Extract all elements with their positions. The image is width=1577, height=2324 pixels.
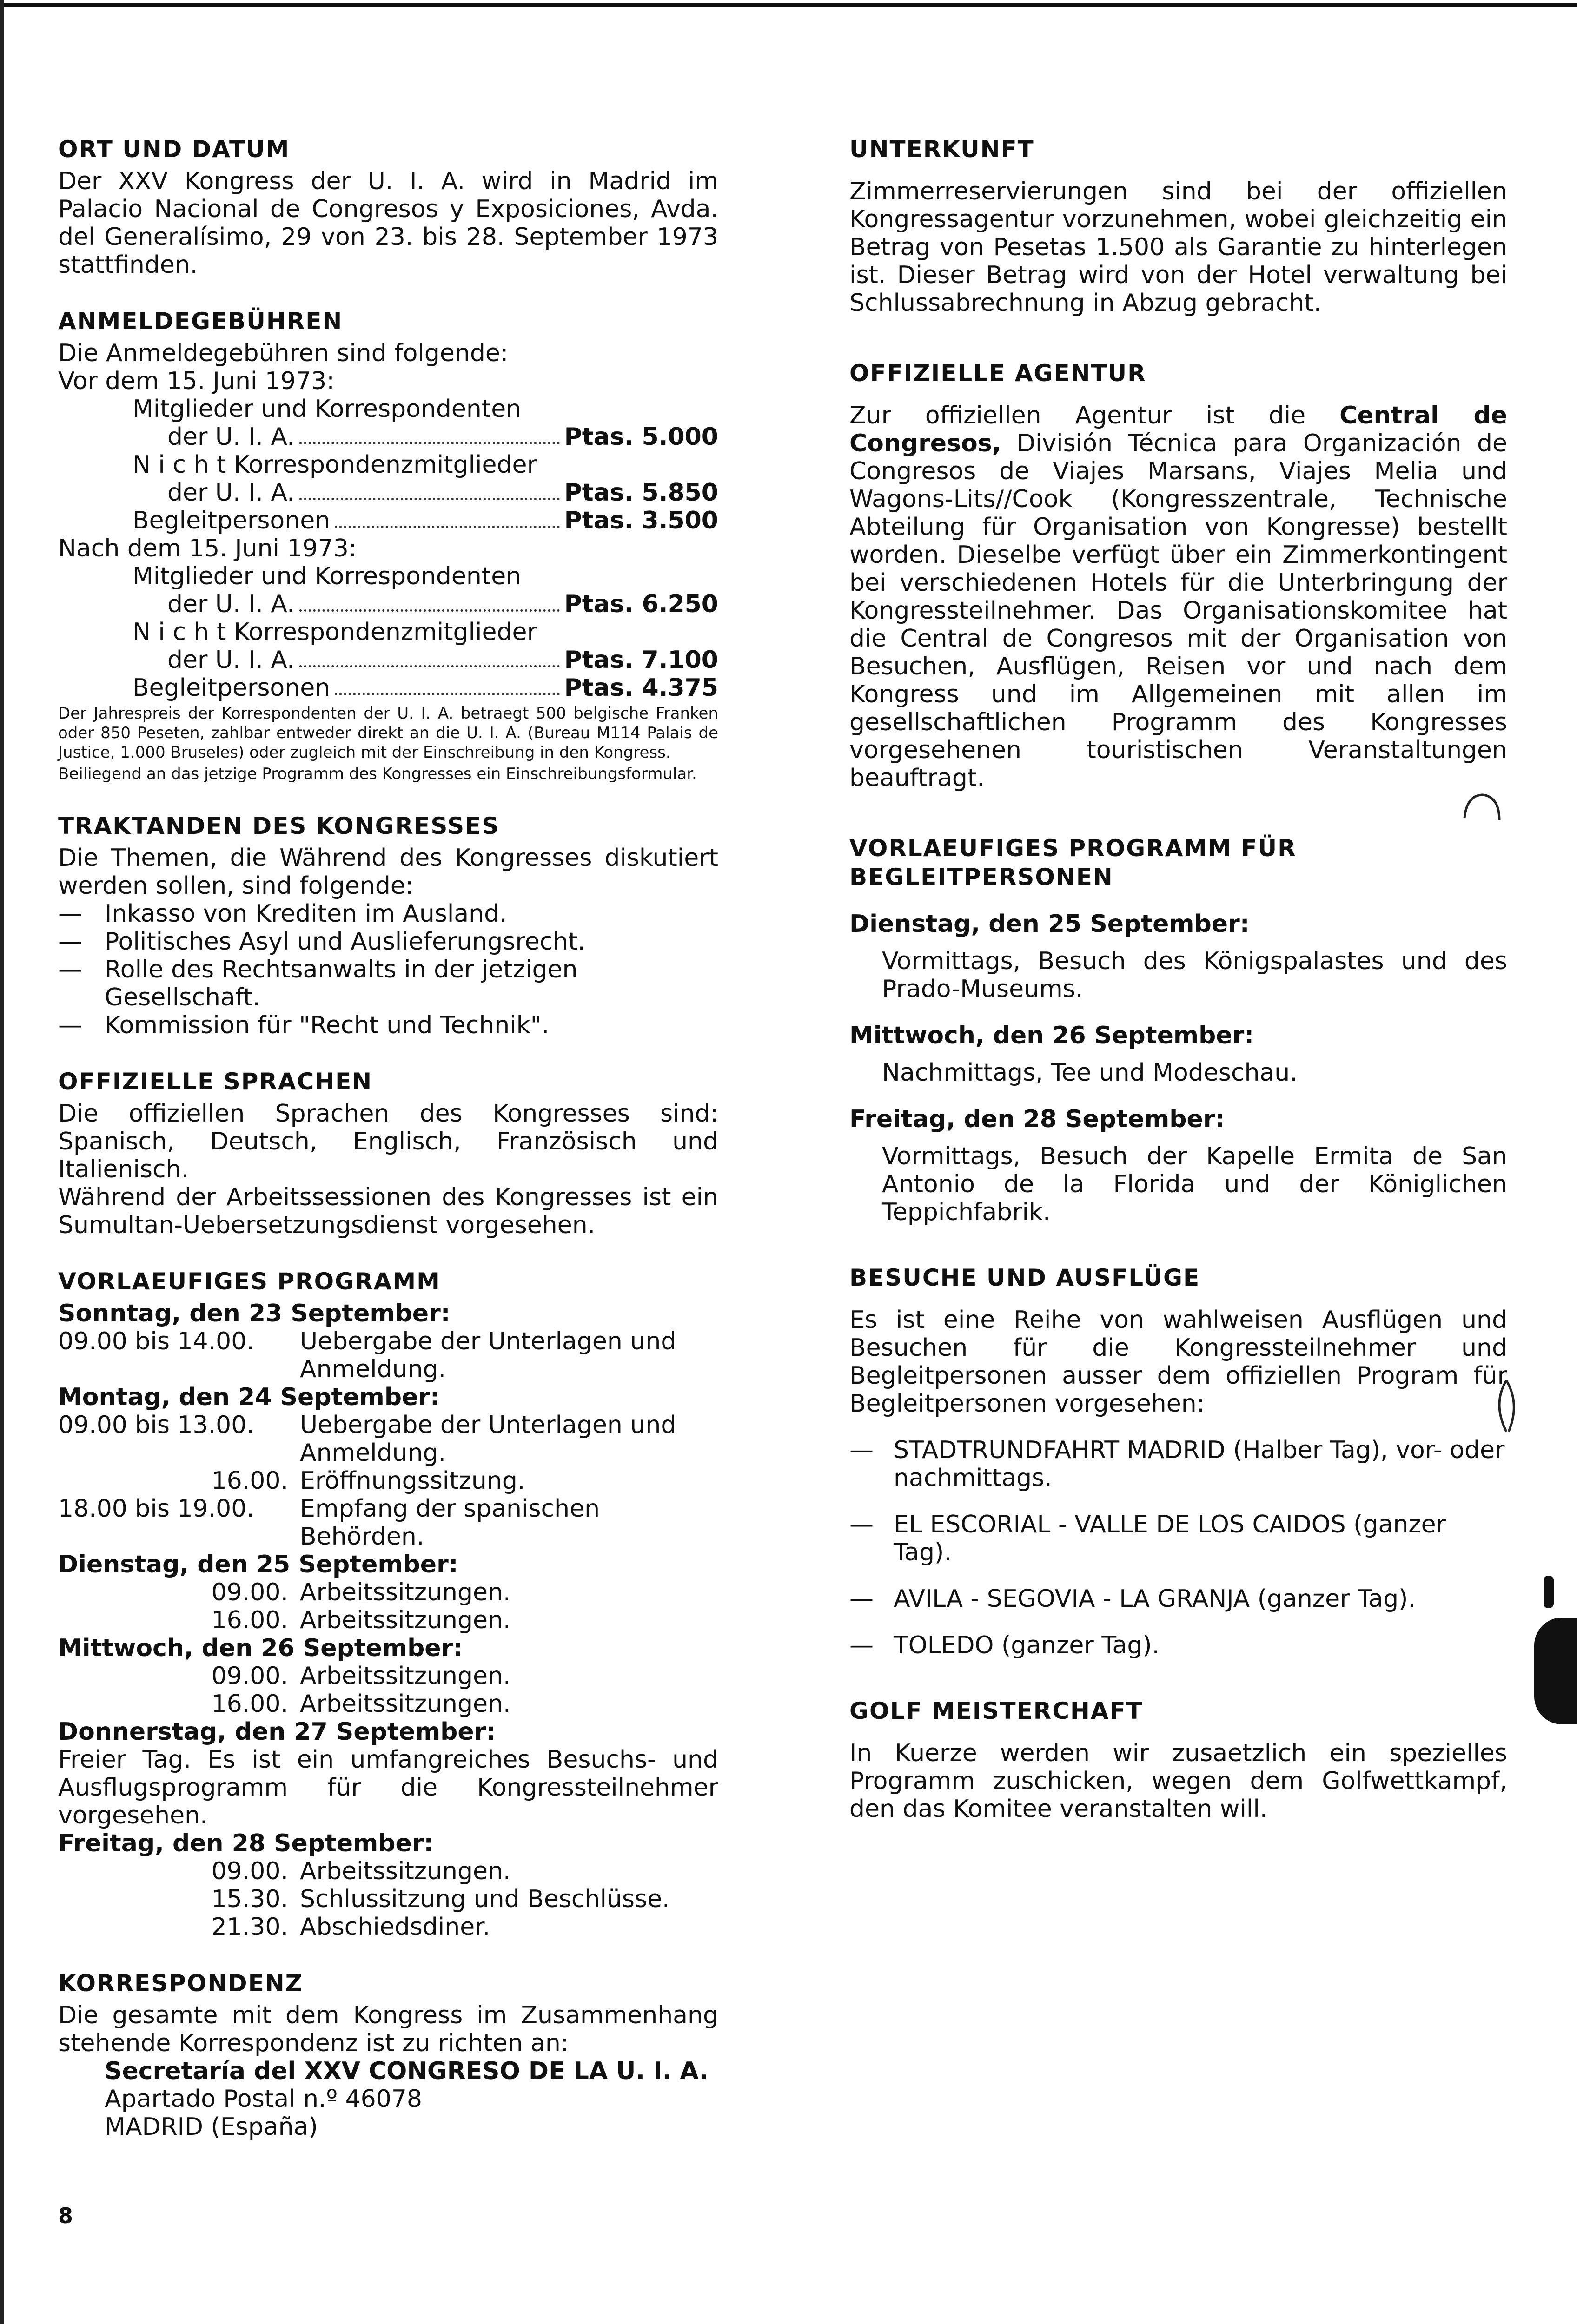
languages-text: Während der Arbeitssessionen des Kongresses ist ein Sumultan-Uebersetzungsdienst vorgesehen. — [58, 1183, 718, 1239]
fees-after-label: Nach dem 15. Juni 1973: — [58, 535, 357, 562]
section-program — [58, 1267, 718, 1941]
schedule-row: 16.00. Arbeitssitzungen. — [211, 1690, 511, 1718]
scan-edge-top — [0, 3, 1577, 7]
pencil-mark — [1455, 786, 1506, 827]
fee-label: Begleitpersonen — [133, 674, 331, 702]
schedule-row: 09.00. Arbeitssitzungen. — [211, 1578, 511, 1606]
day-title: Donnerstag, den 27 September: — [58, 1718, 496, 1746]
day-title: Freitag, den 28 September: — [849, 1105, 1225, 1133]
heading-ort: ORT UND DATUM — [58, 136, 290, 163]
schedule-row: 16.00. Eröffnungssitzung. — [211, 1467, 525, 1495]
list-item: — Kommission für "Recht und Technik". — [58, 1011, 550, 1039]
day-title: Sonntag, den 23 September: — [58, 1300, 451, 1327]
leader-dots — [335, 525, 560, 528]
fee-line1: N i c h t Korrespondenzmitglieder — [133, 618, 537, 646]
section-companions — [849, 834, 1507, 1226]
fee-value: Ptas. 5.850 — [564, 479, 718, 507]
section-excursions — [849, 1263, 1507, 1659]
address-block — [58, 2057, 718, 2141]
fee-row — [58, 423, 718, 451]
correspondence-text: Die gesamte mit dem Kongress im Zusammenhang stehende Korrespondenz ist zu richten an: — [58, 2001, 718, 2057]
section-golf — [849, 1697, 1507, 1823]
fee-value: Ptas. 3.500 — [564, 507, 718, 535]
fee-row — [58, 479, 718, 507]
fee-label: der U. I. A. — [167, 479, 295, 507]
day-title: Mittwoch, den 26 September: — [58, 1634, 463, 1662]
schedule-row: 15.30. Schlussitzung und Beschlüsse. — [211, 1885, 670, 1913]
section-topics — [58, 812, 718, 1039]
heading-lodging: UNTERKUNFT — [849, 136, 1034, 163]
heading-program: VORLAEUFIGES PROGRAMM — [58, 1268, 441, 1295]
schedule-row: 09.00. Arbeitssitzungen. — [211, 1662, 511, 1690]
list-item: — STADTRUNDFAHRT MADRID (Halber Tag), vor- oder nachmittags. — [849, 1436, 1505, 1492]
day-title: Mittwoch, den 26 September: — [849, 1022, 1254, 1050]
day-title: Freitag, den 28 September: — [58, 1829, 434, 1857]
lodging-text: Zimmerreservierungen sind bei der offiziellen Kongressagentur vorzunehmen, wobei gleichzeitig ein Betrag von Pesetas 1.500 als Garantie zu hinterlegen ist. Dieser Betrag wird von der Hotel verwaltung bei Schlussabrechnung in Abzug gebracht. — [849, 178, 1507, 317]
heading-languages: OFFIZIELLE SPRACHEN — [58, 1068, 373, 1095]
fee-value: Ptas. 5.000 — [564, 423, 718, 451]
day-title: Montag, den 24 September: — [58, 1383, 440, 1411]
right-column — [849, 135, 1507, 1851]
address-line: Secretaría del XXV CONGRESO DE LA U. I. A. — [105, 2057, 709, 2085]
thursday-text: Freier Tag. Es ist ein umfangreiches Besuchs- und Ausflugsprogramm für die Kongressteilnehmer vorgesehen. — [58, 1746, 718, 1829]
fee-label: der U. I. A. — [167, 423, 295, 451]
fee-row — [58, 674, 718, 702]
list-item: — Rolle des Rechtsanwalts in der jetzigen Gesellschaft. — [58, 956, 578, 1011]
excursions-text: Es ist eine Reihe von wahlweisen Ausflügen und Besuchen für die Kongressteilnehmer und Begleitpersonen ausser dem offiziellen Program für Begleitpersonen vorgesehen: — [849, 1306, 1507, 1418]
day-description: Vormittags, Besuch des Königspalastes und des Prado-Museums. — [882, 947, 1507, 1003]
section-lodging — [849, 135, 1507, 317]
pencil-mark — [1488, 1376, 1525, 1436]
fee-label: der U. I. A. — [167, 646, 295, 674]
scan-blot — [1544, 1576, 1554, 1608]
list-item: — Politisches Asyl und Auslieferungsrecht. — [58, 928, 586, 956]
section-languages — [58, 1067, 718, 1239]
fee-value: Ptas. 4.375 — [564, 674, 718, 702]
leader-dots — [299, 497, 560, 500]
agency-text: Zur offiziellen Agentur ist die Central de Congresos, División Técnica para Organización de Congresos de Viajes Marsans, Viajes Melia und Wagons-Lits//Cook (Kongresszentrale, Technische Abteilung für Organisation von Kongresse) bestellt worden. Dieselbe verfügt über ein Zimmerkontingent bei verschiedenen Hotels für die Unterbringung der Kongressteilnehmer. Das Organisationskomitee hat die Central de Congresos mit der Organisation von Besuchen, Ausflügen, Reisen vor und nach dem Kongress und im Allgemeinen mit allen im gesellschaftlichen Programm des Kongresses vorgesehenen touristischen Veranstaltungen beauftragt. — [849, 402, 1507, 792]
schedule-row: 09.00. Arbeitssitzungen. — [211, 1857, 511, 1885]
fees-note: Der Jahrespreis der Korrespondenten der U. I. A. betraegt 500 belgische Franken oder 850 Peseten, zahlbar entweder direkt an die U. I. A. (Bureau M114 Palais de Justice, 1.000 Bruseles) oder zugleich mit der Einschreibung in den Kongress. — [58, 704, 718, 762]
fees-before-label: Vor dem 15. Juni 1973: — [58, 367, 335, 395]
section-ort — [58, 135, 718, 279]
fee-line1: Mitglieder und Korrespondenten — [133, 562, 522, 590]
leader-dots — [299, 609, 560, 612]
heading-topics: TRAKTANDEN DES KONGRESSES — [58, 812, 500, 839]
ort-text: Der XXV Kongress der U. I. A. wird in Madrid im Palacio Nacional de Congresos y Exposiciones, Avda. del Generalísimo, 29 von 23. bis 28. September 1973 stattfinden. — [58, 167, 718, 279]
fees-note: Beiliegend an das jetzige Programm des Kongresses ein Einschreibungsformular. — [58, 765, 697, 783]
leader-dots — [299, 442, 560, 444]
day-description: Vormittags, Besuch der Kapelle Ermita de San Antonio de la Florida und der Königlichen Teppichfabrik. — [882, 1142, 1507, 1226]
list-item: — AVILA - SEGOVIA - LA GRANJA (ganzer Tag). — [849, 1585, 1416, 1613]
left-column — [58, 135, 718, 2169]
day-title: Dienstag, den 25 September: — [849, 910, 1250, 938]
schedule-row: 09.00 bis 14.00. Uebergabe der Unterlagen und Anmeldung. — [58, 1327, 676, 1383]
schedule-row: 09.00 bis 13.00. Uebergabe der Unterlagen und Anmeldung. — [58, 1411, 676, 1467]
fee-label: der U. I. A. — [167, 590, 295, 618]
scan-edge-left — [0, 0, 4, 2324]
golf-text: In Kuerze werden wir zusaetzlich ein spezielles Programm zuschicken, wegen dem Golfwettkampf, den das Komitee veranstalten will. — [849, 1739, 1507, 1823]
heading-agency: OFFIZIELLE AGENTUR — [849, 360, 1146, 387]
section-fees — [58, 307, 718, 784]
list-item: — Inkasso von Krediten im Ausland. — [58, 900, 507, 928]
schedule-row: 21.30. Abschiedsdiner. — [211, 1913, 490, 1941]
fees-intro: Die Anmeldegebühren sind folgende: — [58, 339, 509, 367]
fee-row — [58, 646, 718, 674]
fee-value: Ptas. 7.100 — [564, 646, 718, 674]
heading-correspondence: KORRESPONDENZ — [58, 1970, 303, 1997]
topics-intro: Die Themen, die Während des Kongresses diskutiert werden sollen, sind folgende: — [58, 844, 718, 900]
fee-row — [58, 590, 718, 618]
languages-text: Die offiziellen Sprachen des Kongresses sind: Spanisch, Deutsch, Englisch, Französisch und Italienisch. — [58, 1100, 718, 1183]
fee-line1: N i c h t Korrespondenzmitglieder — [133, 451, 537, 479]
heading-excursions: BESUCHE UND AUSFLÜGE — [849, 1264, 1200, 1291]
page-number: 8 — [58, 2203, 73, 2228]
day-title: Dienstag, den 25 September: — [58, 1551, 458, 1578]
fee-line1: Mitglieder und Korrespondenten — [133, 395, 522, 423]
fee-label: Begleitpersonen — [133, 507, 331, 535]
scan-blot — [1534, 1618, 1577, 1724]
schedule-row: 16.00. Arbeitssitzungen. — [211, 1606, 511, 1634]
section-agency — [849, 359, 1507, 792]
schedule-row: 18.00 bis 19.00. Empfang der spanischen Behörden. — [58, 1495, 600, 1551]
leader-dots — [299, 665, 560, 667]
leader-dots — [335, 693, 560, 695]
heading-golf: GOLF MEISTERCHAFT — [849, 1697, 1143, 1724]
section-correspondence — [58, 1969, 718, 2141]
heading-fees: ANMELDEGEBÜHREN — [58, 308, 343, 335]
day-description: Nachmittags, Tee und Modeschau. — [882, 1059, 1298, 1087]
list-item: — TOLEDO (ganzer Tag). — [849, 1631, 1160, 1659]
heading-companions: VORLAEUFIGES PROGRAMM FÜR BEGLEITPERSONEN — [849, 835, 1297, 891]
agency-name: Central de Congresos, — [849, 402, 1507, 457]
address-line: MADRID (España) — [105, 2113, 318, 2141]
address-line: Apartado Postal n.º 46078 — [105, 2085, 423, 2113]
list-item: — EL ESCORIAL - VALLE DE LOS CAIDOS (ganzer Tag). — [849, 1511, 1446, 1566]
fee-value: Ptas. 6.250 — [564, 590, 718, 618]
fee-row — [58, 507, 718, 535]
